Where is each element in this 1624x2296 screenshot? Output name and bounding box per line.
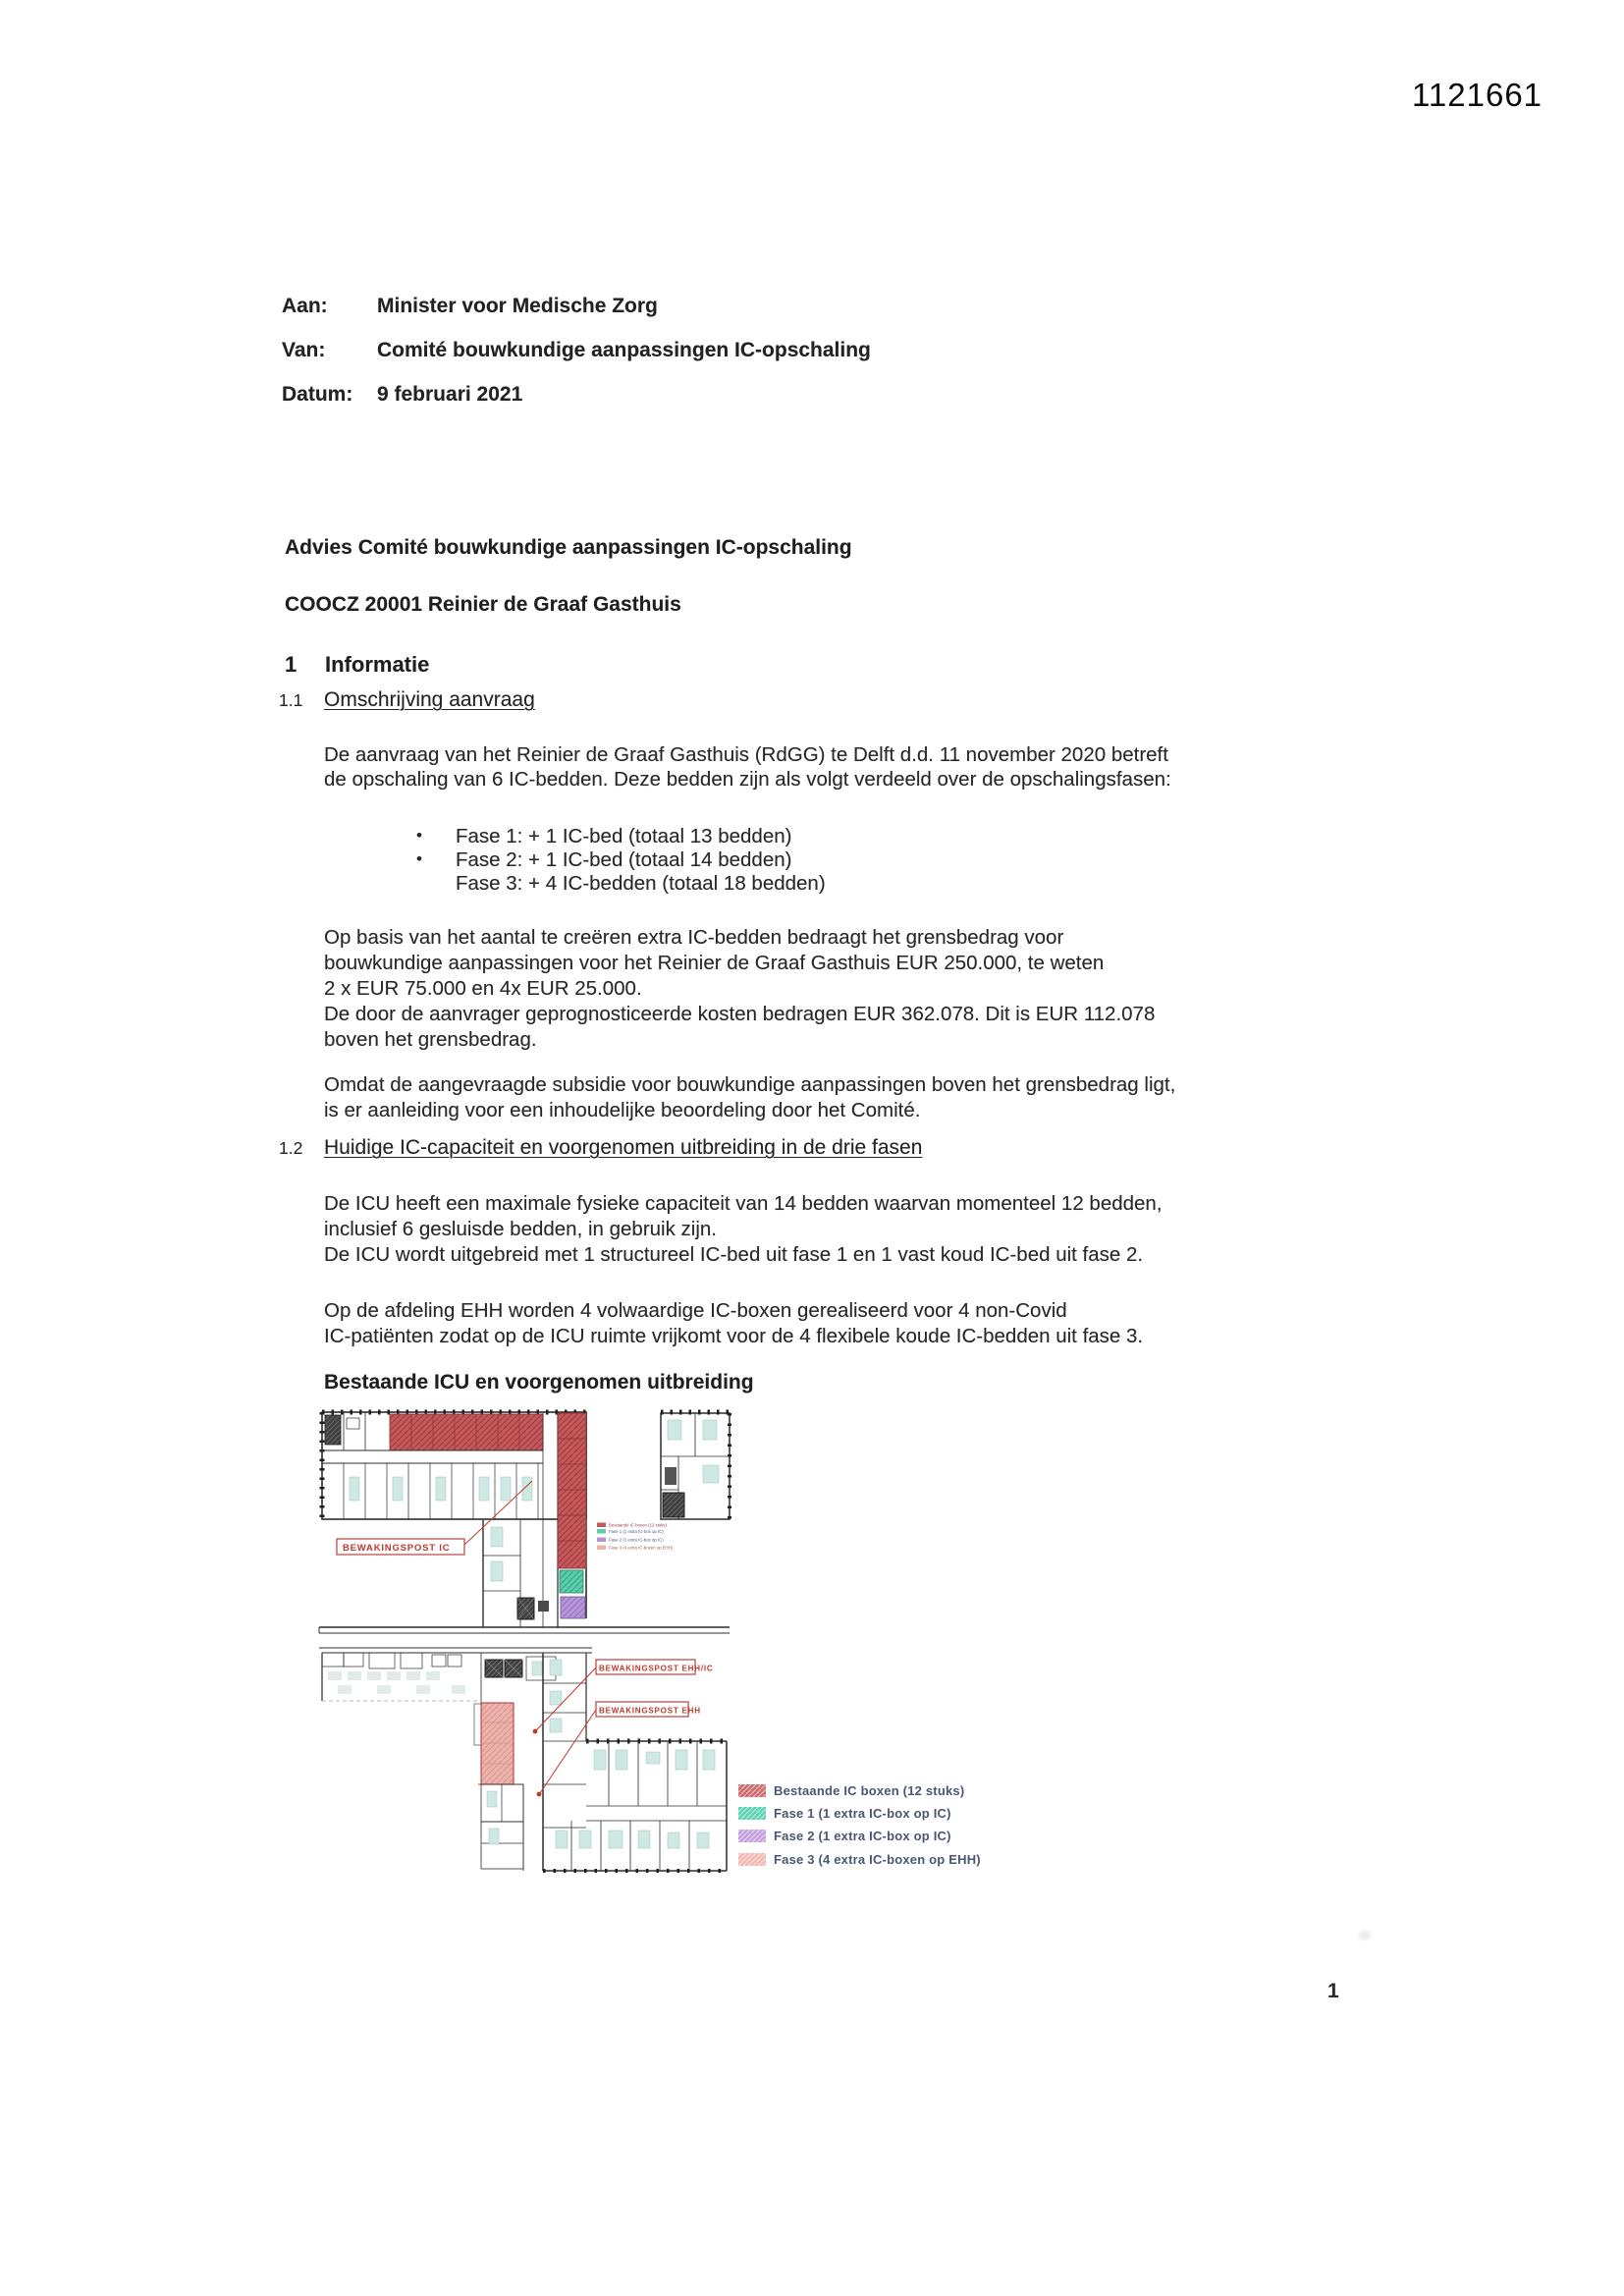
paragraph-line: De ICU heeft een maximale fysieke capaciteit van 14 bedden waarvan momenteel 12 bedden, [324, 1192, 1163, 1215]
bullet-item [416, 825, 791, 848]
paragraph-line: De aanvraag van het Reinier de Graaf Gasthuis (RdGG) te Delft d.d. 11 november 2020 betreft [324, 743, 1168, 766]
datum-label: Datum: [282, 383, 353, 406]
paragraph-line: De door de aanvrager geprognosticeerde kosten bedragen EUR 362.078. Dit is EUR 112.078 [324, 1003, 1156, 1025]
bullet-item [416, 848, 791, 872]
plan-fase3-strip [474, 1703, 523, 1871]
plan-lower-right-building [543, 1653, 727, 1871]
paragraph-line: De ICU wordt uitgebreid met 1 structureel IC-bed uit fase 1 en 1 vast koud IC-bed uit fase 2. [324, 1243, 1144, 1266]
van-value: Comité bouwkundige aanpassingen IC-opschaling [377, 339, 871, 361]
plan-middle-wing [483, 1519, 549, 1627]
section-1-heading [285, 652, 429, 678]
paragraph-line: is er aanleiding voor een inhoudelijke beoordeling door het Comité. [324, 1099, 921, 1121]
datum-value: 9 februari 2021 [377, 383, 523, 406]
fase1-zone [560, 1570, 583, 1593]
bullet-icon [416, 872, 456, 896]
aan-label: Aan: [282, 295, 328, 317]
paragraph-line: inclusief 6 gesluisde bedden, in gebruik zijn. [324, 1218, 718, 1240]
aan-value: Minister voor Medische Zorg [377, 295, 658, 317]
bullet-text: Fase 2: + 1 IC-bed (totaal 14 bedden) [456, 848, 792, 871]
floor-plan [314, 1406, 1011, 1897]
figure-caption: Bestaande ICU en voorgenomen uitbreiding [324, 1371, 754, 1394]
section-1-2-number: 1.2 [279, 1138, 303, 1158]
plan-upper-wing [322, 1412, 586, 1519]
plan-core-elevators [485, 1657, 556, 1680]
legend-label: Fase 1 (1 extra IC-box op IC) [774, 1806, 951, 1821]
section-1-1-number: 1.1 [279, 690, 303, 710]
legend-label: Fase 2 (1 extra IC-box op IC) [774, 1829, 951, 1843]
legend-item [738, 1783, 964, 1798]
scan-artifact [1359, 1931, 1371, 1940]
paragraph-line: de opschaling van 6 IC-bedden. Deze bedden zijn als volgt verdeeld over de opschalingsfasen: [324, 768, 1171, 791]
bullet-text: Fase 3: + 4 IC-bedden (totaal 18 bedden) [456, 872, 826, 895]
section-1-number: 1 [285, 652, 298, 677]
paragraph-line: IC-patiënten zodat op de ICU ruimte vrijkomt voor de 4 flexibele koude IC-bedden uit fase 3. [324, 1325, 1144, 1347]
section-1-1-heading [279, 688, 535, 712]
bewakingspost-ic-label: BEWAKINGSPOST IC [343, 1543, 451, 1554]
bewakingspost-ehh-label: BEWAKINGSPOST EHH [599, 1706, 701, 1716]
advies-title: Advies Comité bouwkundige aanpassingen IC-opschaling [285, 536, 852, 559]
fase2-zone [561, 1597, 585, 1618]
paragraph-line: Omdat de aangevraagde subsidie voor bouwkundige aanpassingen boven het grensbedrag ligt, [324, 1073, 1176, 1096]
paragraph-line: Op de afdeling EHH worden 4 volwaardige IC-boxen gerealiseerd voor 4 non-Covid [324, 1299, 1067, 1322]
section-1-2-heading [279, 1136, 922, 1160]
header-row-aan [282, 295, 658, 318]
section-1-2-title: Huidige IC-capaciteit en voorgenomen uitbreiding in de drie fasen [324, 1136, 923, 1159]
bullet-item [416, 872, 826, 896]
mini-legend-item: Bestaande IC boxen (12 stuks) [609, 1522, 667, 1528]
legend-item [738, 1829, 951, 1843]
fase3-zone [481, 1703, 514, 1784]
figure-legend [738, 1783, 981, 1867]
mini-legend-item: Fase 2 (1 extra IC-box op IC) [609, 1537, 664, 1543]
page-number: 1 [1327, 1980, 1339, 2002]
dossier-title: COOCZ 20001 Reinier de Graaf Gasthuis [285, 593, 681, 616]
plan-mini-legend [597, 1523, 674, 1551]
plan-corridors [319, 1627, 730, 1653]
document-stamp-number: 1121661 [1412, 77, 1543, 113]
header-row-datum [282, 383, 522, 407]
bullet-text: Fase 1: + 1 IC-bed (totaal 13 bedden) [456, 825, 792, 847]
bullet-icon: • [416, 826, 422, 845]
legend-label: Bestaande IC boxen (12 stuks) [774, 1783, 965, 1798]
bullet-icon: • [416, 849, 422, 868]
plan-detached-block [661, 1412, 730, 1519]
paragraph-line: boven het grensbedrag. [324, 1028, 537, 1051]
paragraph-line: bouwkundige aanpassingen voor het Reinier de Graaf Gasthuis EUR 250.000, te weten [324, 952, 1105, 974]
section-1-title: Informatie [325, 652, 430, 677]
header-row-van [282, 339, 871, 362]
legend-label: Fase 3 (4 extra IC-boxen op EHH) [774, 1852, 981, 1867]
mini-legend-item: Fase 1 (1 extra IC-box op IC) [609, 1529, 664, 1534]
plan-lower-left-block [322, 1653, 481, 1703]
legend-item [738, 1852, 981, 1867]
section-1-1-title: Omschrijving aanvraag [324, 688, 535, 711]
paragraph-line: Op basis van het aantal te creëren extra IC-bedden bedraagt het grensbedrag voor [324, 926, 1064, 949]
bewakingspost-ehh-ic-label: BEWAKINGSPOST EHH/IC [599, 1664, 714, 1673]
paragraph-line: 2 x EUR 75.000 en 4x EUR 25.000. [324, 977, 642, 1000]
van-label: Van: [282, 339, 326, 361]
legend-item [738, 1806, 951, 1821]
mini-legend-item: Fase 3 (4 extra IC-boxen op EHH) [609, 1545, 674, 1551]
plan-ic-column [543, 1413, 586, 1627]
